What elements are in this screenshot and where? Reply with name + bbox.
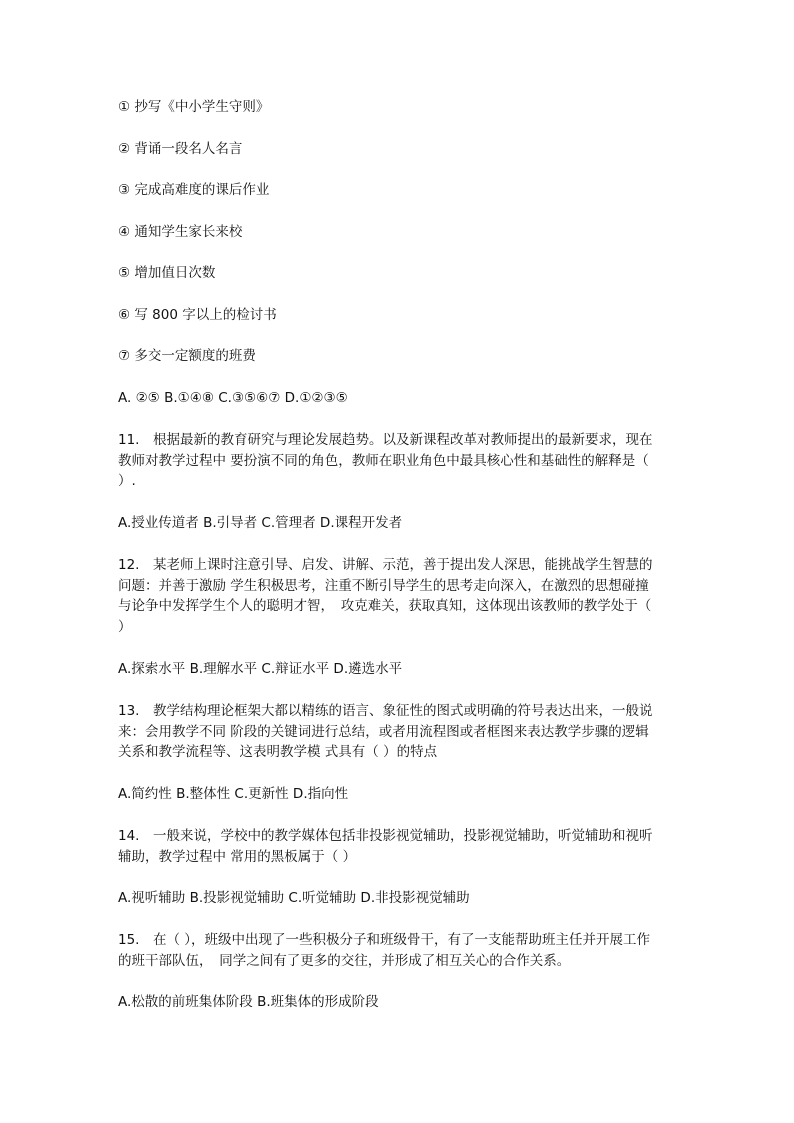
question-12-line-1: 12. 某老师上课时注意引导、启发、讲解、示范，善于提出发人深思，能挑战学生智慧的	[118, 557, 653, 573]
question-13-line-3: 关系和教学流程等、这表明教学模 式具有（ ）的特点	[118, 744, 438, 760]
q10-options: A. ②⑤ B.①④⑧ C.③⑤⑥⑦ D.①②③⑤	[118, 390, 348, 406]
question-12-line-3: 与论争中发挥学生个人的聪明才智， 攻克难关，获取真知，这体现出该教师的教学处于（	[118, 598, 652, 614]
question-12-line-4: ）	[118, 618, 132, 635]
question-14-line-1: 14. 一般来说，学校中的教学媒体包括非投影视觉辅助，投影视觉辅助，听觉辅助和视听	[118, 828, 653, 844]
question-13-options: A.简约性 B.整体性 C.更新性 D.指向性	[118, 786, 349, 802]
question-13	[118, 701, 678, 763]
question-14	[118, 826, 678, 867]
question-13-line-1: 13. 教学结构理论框架大都以精练的语言、象征性的图式或明确的符号表达出来，一般说	[118, 703, 653, 719]
question-11-line-3: ）.	[118, 473, 136, 489]
question-12-options: A.探索水平 B.理解水平 C.辩证水平 D.遴选水平	[118, 661, 403, 677]
question-15	[118, 930, 678, 971]
list-item-6: ⑥ 写 800 字以上的检讨书	[118, 307, 277, 323]
question-13-line-2: 来：会用教学不同 阶段的关键词进行总结，或者用流程图或者框图来表达教学步骤的逻辑	[118, 723, 649, 740]
question-12-line-2: 问题：并善于激励 学生积极思考，注重不断引导学生的思考走向深入，在激烈的思想碰撞	[118, 577, 649, 594]
question-11-line-1: 11. 根据最新的教育研究与理论发展趋势。以及新课程改革对教师提出的最新要求，现在	[118, 432, 653, 448]
question-11	[118, 430, 678, 492]
list-item-1: ① 抄写《中小学生守则》	[118, 99, 270, 115]
question-11-line-2: 教师对教学过程中 要扮演不同的角色，教师在职业角色中最具核心性和基础性的解释是（	[118, 452, 649, 469]
question-14-line-2: 辅助，教学过程中 常用的黑板属于（ ）	[118, 848, 357, 865]
question-15-options: A.松散的前班集体阶段 B.班集体的形成阶段	[118, 994, 379, 1010]
list-item-3: ③ 完成高难度的课后作业	[118, 182, 270, 198]
question-11-options: A.授业传道者 B.引导者 C.管理者 D.课程开发者	[118, 515, 403, 531]
list-item-5: ⑤ 增加值日次数	[118, 265, 216, 281]
question-15-line-1: 15. 在（ ），班级中出现了一些积极分子和班级骨干，有了一支能帮助班主任并开展工作	[118, 932, 651, 948]
list-item-2: ② 背诵一段名人名言	[118, 141, 243, 157]
question-12	[118, 555, 678, 637]
list-item-4: ④ 通知学生家长来校	[118, 224, 243, 240]
question-14-options: A.视听辅助 B.投影视觉辅助 C.听觉辅助 D.非投影视觉辅助	[118, 890, 470, 906]
list-item-7: ⑦ 多交一定额度的班费	[118, 348, 256, 364]
question-15-line-2: 的班干部队伍， 同学之间有了更多的交往，并形成了相互关心的合作关系。	[118, 952, 571, 969]
